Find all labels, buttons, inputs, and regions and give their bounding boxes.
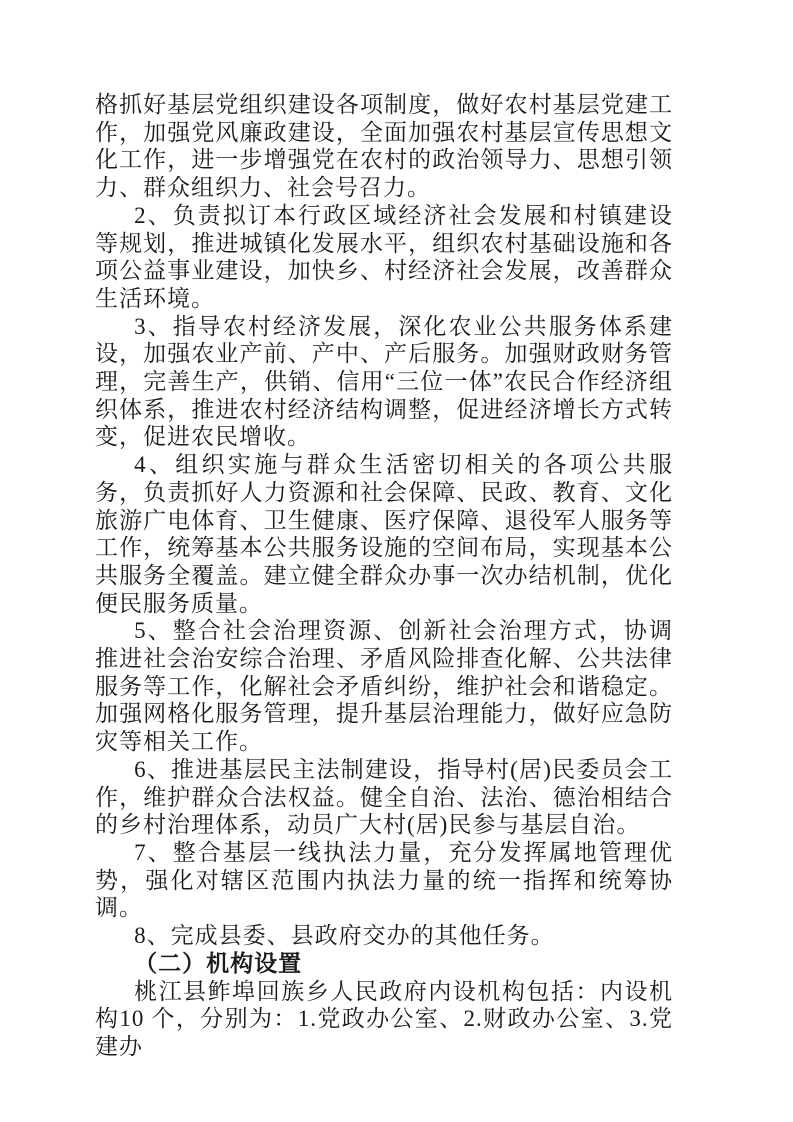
body-paragraph-item-6: 6、推进基层民主法制建设，指导村(居)民委员会工作，维护群众合法权益。健全自治、法治、德治相结合的乡村治理体系，动员广大村(居)民参与基层自治。: [95, 756, 673, 838]
body-paragraph-item-3: 3、指导农村经济发展，深化农业公共服务体系建设，加强农业产前、产中、产后服务。加强财政财务管理，完善生产，供销、信用“三位一体”农民合作经济组织体系，推进农村经济结构调整，促进经济增长方式转变，促进农民增收。: [95, 313, 673, 450]
body-paragraph-item-5: 5、整合社会治理资源、创新社会治理方式，协调推进社会治安综合治理、矛盾风险排查化解、公共法律服务等工作，化解社会矛盾纠纷，维护社会和谐稳定。加强网格化服务管理，提升基层治理能力，做好应急防灾等相关工作。: [95, 618, 673, 755]
body-paragraph-item-8: 8、完成县委、县政府交办的其他任务。: [134, 923, 555, 949]
body-paragraph-item-4: 4、组织实施与群众生活密切相关的各项公共服务，负责抓好人力资源和社会保障、民政、教育、文化旅游广电体育、卫生健康、医疗保障、退役军人服务等工作，统筹基本公共服务设施的空间布局，实现基本公共服务全覆盖。建立健全群众办事一次办结机制，优化便民服务质量。: [95, 452, 673, 616]
body-paragraph-item-7: 7、整合基层一线执法力量，充分发挥属地管理优势，强化对辖区范围内执法力量的统一指挥和统筹协调。: [95, 839, 673, 921]
document-body: [95, 91, 673, 1061]
body-paragraph-continuation: 格抓好基层党组织建设各项制度，做好农村基层党建工作，加强党风廉政建设，全面加强农村基层宣传思想文化工作，进一步增强党在农村的政治领导力、思想引领力、群众组织力、社会号召力。: [95, 92, 673, 201]
section-heading-organization-setup: （二）机构设置: [134, 950, 303, 976]
body-paragraph-item-2: 2、负责拟订本行政区域经济社会发展和村镇建设等规划，推进城镇化发展水平，组织农村基础设施和各项公益事业建设，加快乡、村经济社会发展，改善群众生活环境。: [95, 202, 673, 311]
body-paragraph-internal-organs: 桃江县鲊埠回族乡人民政府内设机构包括：内设机构10 个，分别为：1.党政办公室、2.财政办公室、3.党建办: [95, 978, 673, 1059]
